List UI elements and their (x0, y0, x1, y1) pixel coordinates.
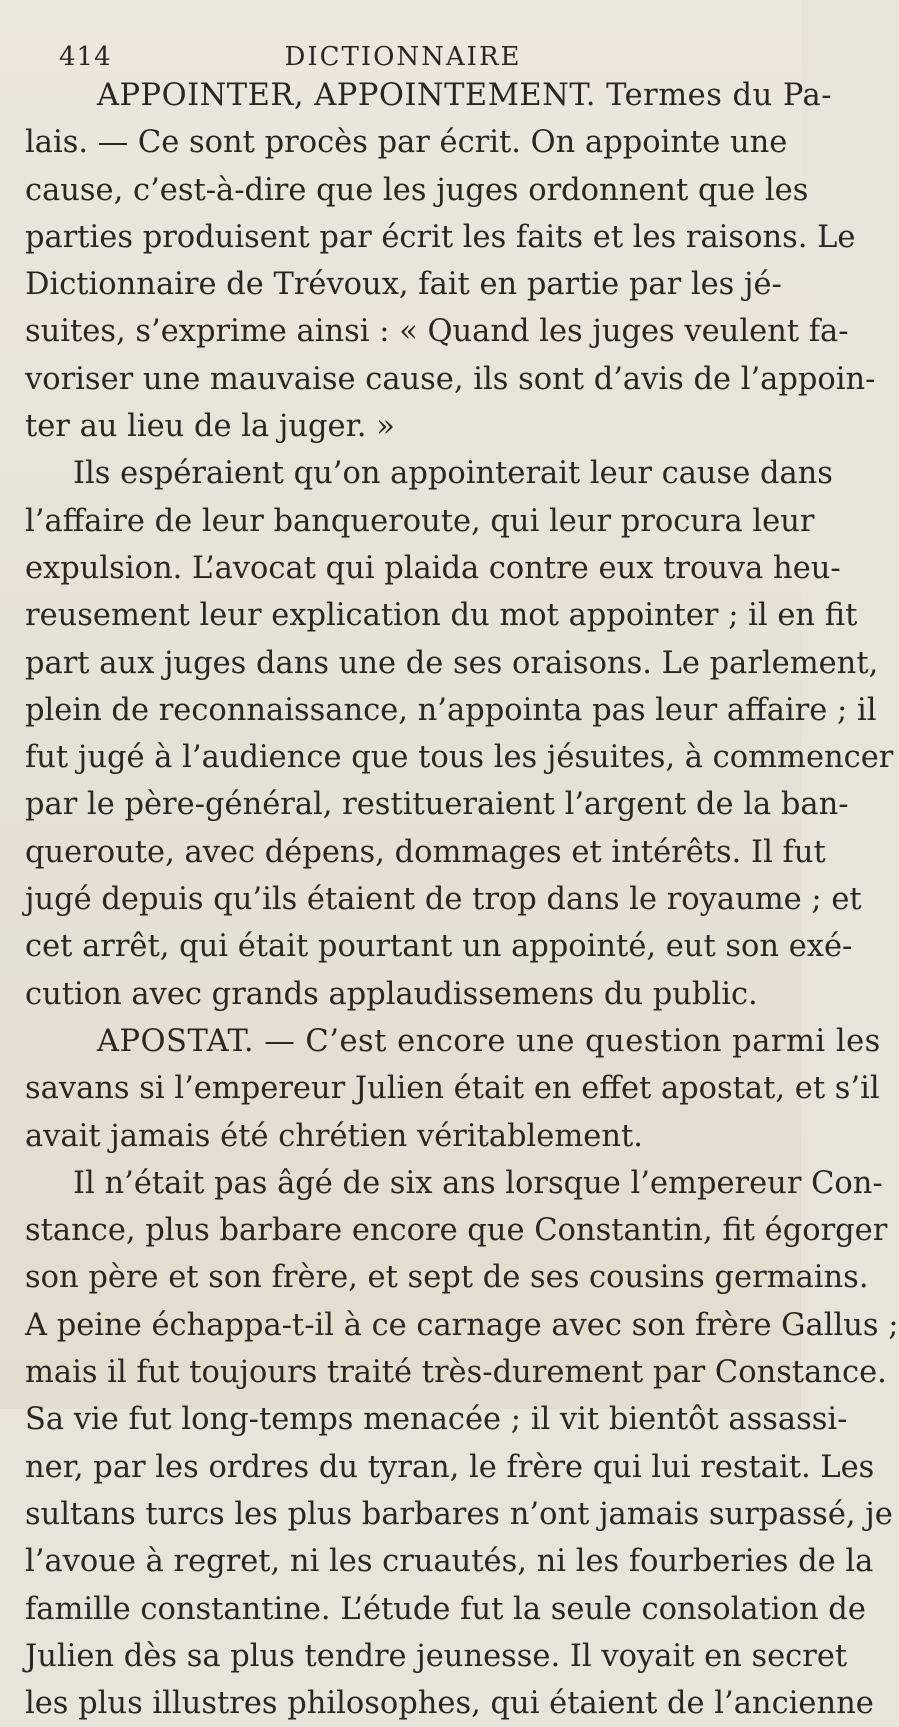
text-line: parties produisent par écrit les faits et les raisons. Le (25, 219, 856, 255)
text-line: famille constantine. L’étude fut la seule consolation de (25, 1591, 866, 1627)
entry-heading-line: APPOINTER, APPOINTEMENT. Termes du Pa- (97, 78, 833, 113)
text-line: savans si l’empereur Julien était en effet apostat, et s’il (25, 1071, 880, 1107)
running-title: DICTIONNAIRE (284, 42, 522, 72)
text-line: Sa vie fut long-temps menacée ; il vit bientôt assassi- (25, 1402, 848, 1438)
body-text (25, 72, 899, 1727)
text-line: sultans turcs les plus barbares n’ont jamais surpassé, je (25, 1496, 893, 1532)
text-line: suites, s’exprime ainsi : « Quand les juges veulent fa- (25, 314, 849, 350)
entry-heading-line: APOSTAT. — C’est encore une question parmi les (97, 1023, 881, 1059)
text-line: queroute, avec dépens, dommages et intérêts. Il fut (25, 834, 826, 870)
running-head (25, 28, 781, 72)
text-line: ner, par les ordres du tyran, le frère qui lui restait. Les (25, 1449, 875, 1485)
text-line: Julien dès sa plus tendre jeunesse. Il voyait en secret (25, 1638, 848, 1674)
paragraph-first-line: Il n’était pas âgé de six ans lorsque l’empereur Con- (73, 1165, 883, 1201)
text-line: ter au lieu de la juger. » (25, 409, 395, 445)
text-line: par le père-général, restitueraient l’argent de la ban- (25, 787, 849, 823)
text-line: A peine échappa-t-il à ce carnage avec son frère Gallus ; (25, 1307, 899, 1343)
text-line: plein de reconnaissance, n’appointa pas leur affaire ; il (25, 692, 877, 728)
text-line: reusement leur explication du mot appointer ; il en fit (25, 598, 858, 634)
text-line: jugé depuis qu’ils étaient de trop dans le royaume ; et (25, 882, 862, 918)
text-line: expulsion. L’avocat qui plaida contre eux trouva heu- (25, 550, 841, 586)
text-line: stance, plus barbare encore que Constantin, fit égorger (25, 1213, 888, 1249)
text-line: cution avec grands applaudissemens du public. (25, 976, 758, 1012)
text-line: part aux juges dans une de ses oraisons. Le parlement, (25, 645, 879, 681)
text-line: l’avoue à regret, ni les cruautés, ni les fourberies de la (25, 1544, 874, 1580)
text-line: Dictionnaire de Trévoux, fait en partie par les jé- (25, 267, 782, 303)
text-line: mais il fut toujours traité très-durement par Constance. (25, 1355, 887, 1391)
text-line: l’affaire de leur banqueroute, qui leur procura leur (25, 503, 815, 539)
text-line: lais. — Ce sont procès par écrit. On appointe une (25, 125, 788, 161)
text-line: voriser une mauvaise cause, ils sont d’avis de l’appoin- (25, 361, 876, 397)
text-line: avait jamais été chrétien véritablement. (25, 1118, 643, 1154)
page-number: 414 (59, 42, 112, 72)
paragraph-first-line: Ils espéraient qu’on appointerait leur cause dans (73, 456, 833, 492)
text-line: cause, c’est-à-dire que les juges ordonnent que les (25, 172, 809, 208)
text-line: fut jugé à l’audience que tous les jésuites, à commencer (25, 740, 894, 776)
text-line: cet arrêt, qui était pourtant un appointé, eut son exé- (25, 929, 853, 965)
text-line: son père et son frère, et sept de ses cousins germains. (25, 1260, 869, 1296)
text-line: les plus illustres philosophes, qui étaient de l’ancienne (25, 1686, 874, 1722)
